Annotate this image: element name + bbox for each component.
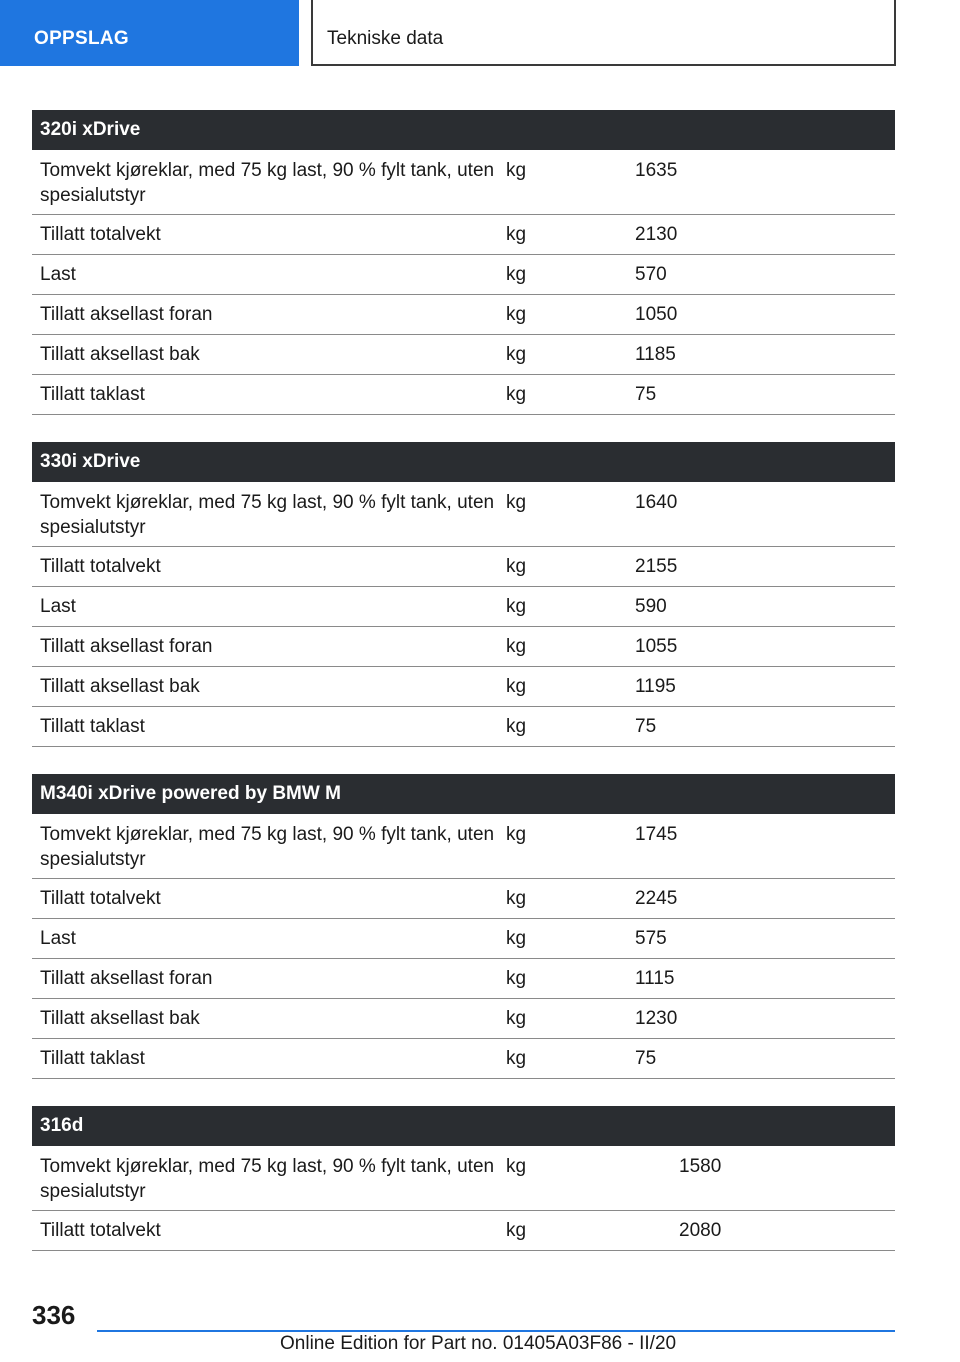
row-unit: kg <box>506 636 527 657</box>
spec-table-330i <box>32 442 895 747</box>
row-label: Tillatt totalvekt <box>40 224 161 245</box>
row-unit: kg <box>506 676 527 697</box>
row-unit: kg <box>506 304 527 325</box>
table-row <box>32 587 895 627</box>
row-unit: kg <box>506 264 527 285</box>
row-unit: kg <box>506 824 527 845</box>
row-label: Tillatt aksellast bak <box>40 676 200 697</box>
row-label: Tillatt aksellast foran <box>40 636 213 657</box>
row-value: 1580 <box>679 1156 722 1177</box>
row-label: Tillatt aksellast foran <box>40 968 213 989</box>
table-row <box>32 375 895 415</box>
row-value: 1115 <box>635 968 675 989</box>
footer-divider <box>97 1330 895 1332</box>
row-label: Tomvekt kjøreklar, med 75 kg last, 90 % fylt tank, uten spesialutstyr <box>40 824 495 870</box>
row-value: 1745 <box>635 824 678 845</box>
row-value: 570 <box>635 264 667 285</box>
row-unit: kg <box>506 1220 527 1241</box>
row-value: 2130 <box>635 224 678 245</box>
row-unit: kg <box>506 224 527 245</box>
row-unit: kg <box>506 492 527 513</box>
table-row <box>32 919 895 959</box>
row-unit: kg <box>506 344 527 365</box>
section-heading: 330i xDrive <box>32 442 895 482</box>
row-label: Tomvekt kjøreklar, med 75 kg last, 90 % fylt tank, uten spesialutstyr <box>40 492 495 538</box>
table-row <box>32 547 895 587</box>
table-row <box>32 295 895 335</box>
page-number: 336 <box>32 1300 76 1330</box>
row-label: Tillatt aksellast bak <box>40 344 200 365</box>
row-label: Last <box>40 264 76 285</box>
row-value: 75 <box>635 384 657 405</box>
row-unit: kg <box>506 556 527 577</box>
row-label: Tillatt taklast <box>40 384 145 405</box>
table-row <box>32 707 895 747</box>
row-label: Tillatt totalvekt <box>40 888 161 909</box>
table-row <box>32 255 895 295</box>
row-value: 1050 <box>635 304 678 325</box>
row-label: Tillatt aksellast bak <box>40 1008 200 1029</box>
row-value: 2155 <box>635 556 678 577</box>
row-label: Tillatt totalvekt <box>40 1220 161 1241</box>
row-value: 1055 <box>635 636 678 657</box>
row-value: 1230 <box>635 1008 678 1029</box>
row-label: Tomvekt kjøreklar, med 75 kg last, 90 % fylt tank, uten spesialutstyr <box>40 160 495 206</box>
row-unit: kg <box>506 1008 527 1029</box>
row-value: 2080 <box>679 1220 722 1241</box>
row-label: Tomvekt kjøreklar, med 75 kg last, 90 % fylt tank, uten spesialutstyr <box>40 1156 495 1202</box>
row-unit: kg <box>506 1048 527 1069</box>
section-tab[interactable]: OPPSLAG <box>0 0 299 66</box>
row-unit: kg <box>506 888 527 909</box>
table-row <box>32 999 895 1039</box>
table-row <box>32 1211 895 1251</box>
table-row <box>32 335 895 375</box>
section-heading: M340i xDrive powered by BMW M <box>32 774 895 814</box>
table-row <box>32 482 895 547</box>
table-row <box>32 1146 895 1211</box>
row-value: 1640 <box>635 492 678 513</box>
spec-table-316d <box>32 1106 895 1251</box>
table-row <box>32 1039 895 1079</box>
row-unit: kg <box>506 968 527 989</box>
table-row <box>32 667 895 707</box>
section-heading: 320i xDrive <box>32 110 895 150</box>
row-value: 75 <box>635 716 657 737</box>
row-unit: kg <box>506 928 527 949</box>
row-label: Last <box>40 596 76 617</box>
table-row <box>32 879 895 919</box>
table-row <box>32 959 895 999</box>
table-row <box>32 150 895 215</box>
row-unit: kg <box>506 160 527 181</box>
table-row <box>32 627 895 667</box>
row-label: Tillatt aksellast foran <box>40 304 213 325</box>
spec-table-320i <box>32 110 895 415</box>
row-label: Tillatt taklast <box>40 716 145 737</box>
row-label: Last <box>40 928 76 949</box>
row-value: 1635 <box>635 160 678 181</box>
section-heading: 316d <box>32 1106 895 1146</box>
row-unit: kg <box>506 716 527 737</box>
page-title: Tekniske data <box>311 0 896 66</box>
row-value: 590 <box>635 596 667 617</box>
table-row <box>32 814 895 879</box>
row-value: 75 <box>635 1048 657 1069</box>
row-unit: kg <box>506 1156 527 1177</box>
spec-table-m340i <box>32 774 895 1079</box>
row-value: 2245 <box>635 888 678 909</box>
row-value: 1185 <box>635 344 676 365</box>
row-unit: kg <box>506 384 527 405</box>
edition-footer: Online Edition for Part no. 01405A03F86 - II/20 <box>280 1333 677 1354</box>
row-unit: kg <box>506 596 527 617</box>
row-label: Tillatt taklast <box>40 1048 145 1069</box>
row-value: 575 <box>635 928 667 949</box>
row-label: Tillatt totalvekt <box>40 556 161 577</box>
row-value: 1195 <box>635 676 676 697</box>
table-row <box>32 215 895 255</box>
